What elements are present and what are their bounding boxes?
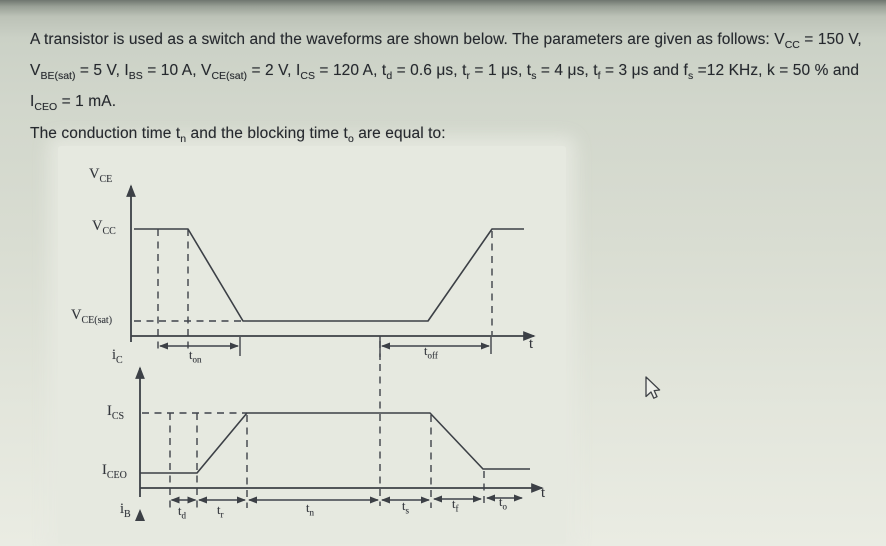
- to-span-label: $t_o$: [499, 495, 507, 512]
- ics-level-label: $I_{CS}$: [107, 403, 125, 422]
- mouse-cursor: [646, 377, 660, 398]
- problem-line: $V_{BE(sat)} = 5$ V, $I_{BS} = 10$ A, $V_{CE(sat)} = 2$ V, $I_{CS} = 120$ A, $t_d = 0.6$ μs, $t_r = 1$ μs, $t_s = 4$ μs, $t_f = 3$ μs and $f_s =12$ KHz, k = 50 % and: [30, 62, 860, 83]
- tf-span-label: $t_f$: [452, 497, 459, 514]
- ton-span-label: $t_{on}$: [189, 348, 202, 365]
- ic-waveform: [140, 413, 530, 473]
- ic-t-axis-label: t: [541, 485, 546, 501]
- problem-line: $I_{CEO} = 1$ mA.: [30, 93, 117, 114]
- ib-axis-label: $i_B$: [120, 501, 131, 520]
- ic-guide-lines: [142, 364, 484, 508]
- ib-axis-arrow: [135, 509, 145, 521]
- vce-waveform: [134, 229, 524, 321]
- toff-span-label: $t_{off}$: [424, 344, 438, 361]
- ts-span-label: $t_s$: [402, 499, 409, 516]
- ic-plot: [135, 364, 542, 521]
- vce-t-axis-label: t: [529, 336, 534, 352]
- td-span-label: $t_d$: [178, 504, 186, 521]
- ic-time-spans: [172, 498, 523, 500]
- ic-axis-label: $i_C$: [112, 347, 123, 366]
- vcc-level-label: $V_{CC}$: [92, 218, 116, 237]
- vce-time-spans: [160, 336, 491, 357]
- vce-guide-lines: [134, 229, 492, 360]
- question-text: The conduction time $t_n$ and the blocking time $t_o$ are equal to:: [30, 125, 446, 146]
- tn-span-label: $t_n$: [306, 501, 314, 518]
- iceo-level-label: $I_{CEO}$: [102, 462, 127, 481]
- vce-axis-label: $V_{CE}$: [89, 166, 113, 185]
- vce-plot: [131, 186, 534, 360]
- vce-sat-level-label: $V_{CE(sat)}$: [71, 307, 113, 326]
- tr-span-label: $t_r$: [217, 503, 224, 520]
- problem-line: A transistor is used as a switch and the waveforms are shown below. The parameters are given as follows: $V_{CC} = 150$ V,: [30, 31, 862, 52]
